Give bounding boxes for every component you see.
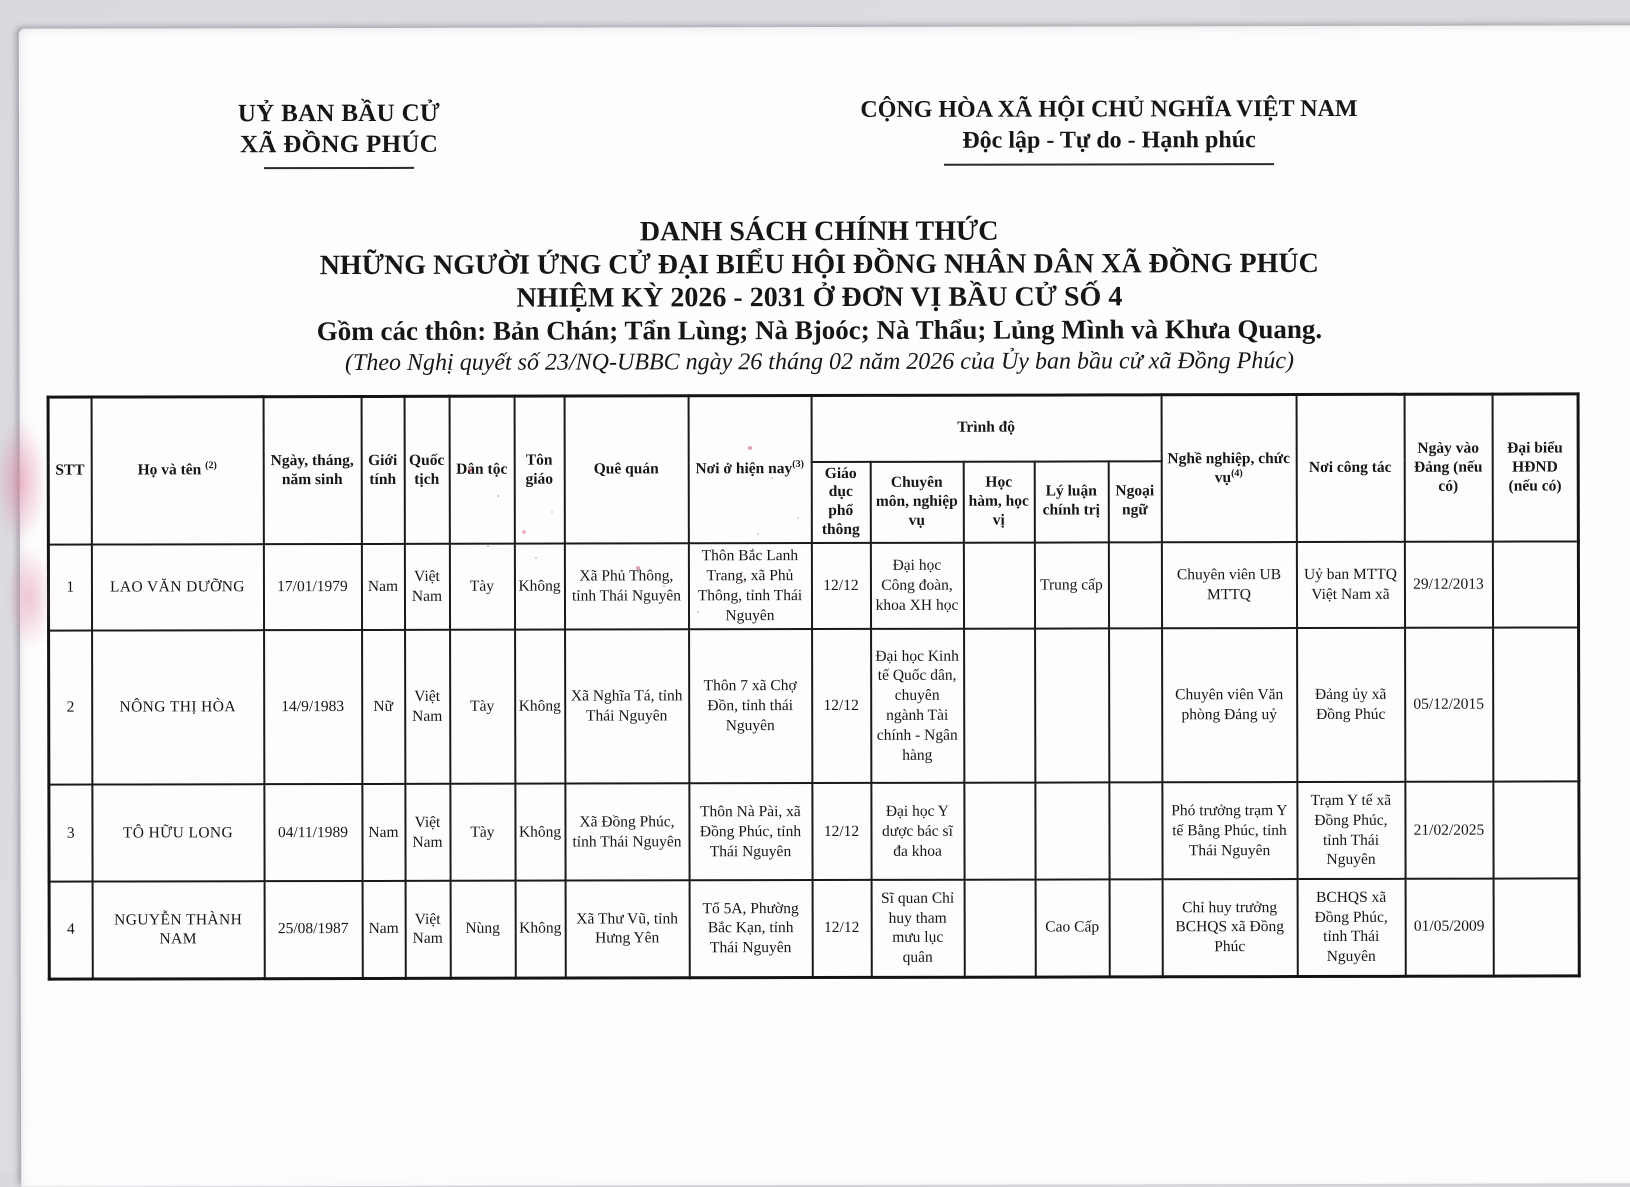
- cell-religion: Không: [515, 630, 565, 784]
- cell-workplace: BCHQS xã Đồng Phúc, tỉnh Thái Nguyên: [1297, 879, 1405, 976]
- cell-political: Trung cấp: [1034, 543, 1108, 629]
- table-row: [48, 542, 1578, 631]
- issuer-line1: UỶ BAN BẦU CỬ: [237, 99, 441, 128]
- cell-hometown: Xã Thư Vũ, tỉnh Hưng Yên: [565, 880, 689, 977]
- cell-occupation: Chỉ huy trưởng BCHQS xã Đồng Phúc: [1162, 879, 1297, 976]
- cell-language: [1108, 542, 1161, 628]
- cell-occupation: Chuyên viên UB MTTQ: [1161, 542, 1296, 628]
- cell-dob: 17/01/1979: [263, 544, 361, 630]
- cell-professional: Sĩ quan Chỉ huy tham mưu lục quân: [871, 880, 964, 977]
- col-header-residence-text: Nơi ở hiện nay: [695, 460, 793, 478]
- col-header-party-date: Ngày vào Đảng (nếu có): [1404, 394, 1492, 542]
- cell-residence: Thôn 7 xã Chợ Đồn, tỉnh thái Nguyên: [689, 629, 812, 783]
- cell-residence: Thôn Bắc Lanh Trang, xã Phủ Thông, tỉnh Thái Nguyên: [688, 543, 811, 629]
- col-header-workplace: Nơi công tác: [1296, 394, 1404, 542]
- cell-professional: Đại học Kinh tế Quốc dân, chuyên ngành Tài chính - Ngân hàng: [871, 629, 964, 783]
- cell-gender: Nam: [361, 544, 404, 630]
- cell-nationality: Việt Nam: [405, 881, 450, 978]
- col-header-academic: Học hàm, học vị: [963, 461, 1034, 543]
- col-header-hometown: Quê quán: [564, 396, 688, 544]
- table-row: [49, 879, 1579, 979]
- issuer-line2: XÃ ĐỒNG PHÚC: [239, 130, 439, 159]
- cell-name: NGUYỄN THÀNH NAM: [92, 881, 264, 978]
- cell-residence: Tổ 5A, Phường Bắc Kạn, tỉnh Thái Nguyên: [689, 880, 812, 977]
- title-line3: NHIỆM KỲ 2026 - 2031 Ở ĐƠN VỊ BẦU CỬ SỐ 4: [516, 281, 1123, 314]
- cell-ethnicity: Nùng: [450, 881, 515, 978]
- cell-academic: [963, 543, 1034, 629]
- cell-dob: 04/11/1989: [264, 784, 362, 881]
- table-row: [49, 782, 1579, 882]
- cell-language: [1109, 628, 1162, 782]
- cell-hometown: Xã Đồng Phúc, tỉnh Thái Nguyên: [565, 783, 689, 880]
- col-header-professional: Chuyên môn, nghiệp vụ: [870, 461, 963, 543]
- cell-party-date: 05/12/2015: [1405, 628, 1493, 782]
- col-header-name-text: Họ và tên: [137, 461, 202, 479]
- col-header-religion: Tôn giáo: [514, 396, 564, 544]
- col-header-council: Đại biểu HĐND (nếu có): [1492, 394, 1578, 542]
- col-header-occupation: [1161, 395, 1296, 543]
- cell-education: 12/12: [812, 629, 871, 783]
- cell-ethnicity: Tày: [449, 544, 514, 630]
- cell-political: Cao Cấp: [1035, 880, 1109, 977]
- col-header-dob: Ngày, tháng, năm sinh: [263, 396, 361, 544]
- cell-party-date: 01/05/2009: [1405, 879, 1493, 976]
- col-header-name-footnote: (2): [205, 460, 217, 472]
- cell-council: [1492, 542, 1578, 628]
- cell-stt: 3: [49, 785, 92, 882]
- republic-line: CỘNG HÒA XÃ HỘI CHỦ NGHĨA VIỆT NAM: [860, 95, 1358, 123]
- title-line5: (Theo Nghị quyết số 23/NQ-UBBC ngày 26 tháng 02 năm 2026 của Ủy ban bầu cử xã Đồng Phúc): [344, 348, 1294, 377]
- col-header-gender: Giới tính: [361, 396, 404, 544]
- cell-political: [1035, 783, 1109, 880]
- cell-education: 12/12: [812, 880, 871, 977]
- motto-underline: [944, 163, 1274, 166]
- col-header-language: Ngoại ngữ: [1108, 461, 1161, 543]
- cell-academic: [964, 880, 1035, 977]
- col-header-stt: STT: [48, 397, 91, 545]
- cell-name: TÔ HỮU LONG: [92, 784, 264, 881]
- col-header-occupation-text: Nghề nghiệp, chức vụ: [1167, 449, 1290, 486]
- cell-language: [1109, 879, 1162, 976]
- cell-gender: Nam: [362, 881, 405, 978]
- cell-hometown: Xã Phủ Thông, tỉnh Thái Nguyên: [564, 543, 688, 629]
- col-header-name: [91, 397, 263, 545]
- cell-ethnicity: Tày: [450, 784, 515, 881]
- cell-gender: Nam: [362, 784, 405, 881]
- col-header-occupation-footnote: (4): [1231, 467, 1243, 479]
- cell-stt: 4: [49, 882, 92, 979]
- cell-political: [1035, 629, 1109, 783]
- issuer-block: [169, 98, 509, 170]
- col-header-residence-footnote: (3): [792, 459, 804, 471]
- cell-occupation: Phó trưởng trạm Y tế Bằng Phúc, tỉnh Thái Nguyên: [1162, 782, 1297, 879]
- cell-academic: [964, 783, 1035, 880]
- cell-nationality: Việt Nam: [405, 784, 450, 881]
- cell-dob: 25/08/1987: [264, 881, 362, 978]
- motto-line: Độc lập - Tự do - Hạnh phúc: [962, 127, 1256, 154]
- cell-council: [1493, 782, 1579, 879]
- col-header-residence: [688, 396, 811, 544]
- national-motto-block: [799, 94, 1419, 166]
- table-row: [49, 628, 1579, 785]
- candidate-table: [47, 392, 1581, 980]
- col-header-nationality: Quốc tịch: [404, 396, 449, 544]
- document-page: [19, 25, 1630, 1186]
- cell-workplace: Trạm Y tế xã Đồng Phúc, tỉnh Thái Nguyên: [1297, 782, 1405, 879]
- cell-religion: Không: [515, 784, 565, 881]
- cell-stt: 2: [49, 631, 92, 785]
- cell-religion: Không: [515, 881, 565, 978]
- cell-workplace: Đảng ủy xã Đồng Phúc: [1297, 628, 1405, 782]
- cell-hometown: Xã Nghĩa Tá, tỉnh Thái Nguyên: [565, 629, 689, 783]
- cell-nationality: Việt Nam: [405, 630, 450, 784]
- cell-occupation: Chuyên viên Văn phòng Đảng uỷ: [1162, 628, 1297, 782]
- cell-stt: 1: [48, 545, 91, 631]
- cell-language: [1109, 782, 1162, 879]
- cell-academic: [964, 629, 1035, 783]
- document-title: [39, 213, 1599, 379]
- cell-council: [1493, 879, 1579, 976]
- col-header-education: Giáo dục phổ thông: [811, 461, 870, 543]
- cell-professional: Đại học Công đoàn, khoa XH học: [870, 543, 963, 629]
- title-line4: Gồm các thôn: Bản Chán; Tẩn Lùng; Nà Bjoóc; Nà Thẩu; Lủng Mình và Khưa Quang.: [316, 313, 1323, 347]
- issuer-underline: [264, 167, 414, 169]
- cell-workplace: Uỷ ban MTTQ Việt Nam xã: [1296, 542, 1404, 628]
- cell-nationality: Việt Nam: [404, 544, 449, 630]
- cell-education: 12/12: [811, 543, 870, 629]
- cell-name: NÔNG THỊ HÒA: [92, 630, 264, 784]
- cell-party-date: 21/02/2025: [1405, 782, 1493, 879]
- title-line2: NHỮNG NGƯỜI ỨNG CỬ ĐẠI BIỂU HỘI ĐỒNG NHÂN DÂN XÃ ĐỒNG PHÚC: [319, 247, 1319, 282]
- col-header-ethnicity: Dân tộc: [449, 396, 514, 544]
- col-header-qualification-group: Trình độ: [811, 395, 1161, 462]
- cell-religion: Không: [514, 544, 564, 630]
- title-line1: DANH SÁCH CHÍNH THỨC: [639, 215, 999, 248]
- cell-council: [1493, 628, 1579, 782]
- cell-residence: Thôn Nà Pài, xã Đồng Phúc, tỉnh Thái Nguyên: [689, 783, 812, 880]
- cell-dob: 14/9/1983: [264, 630, 362, 784]
- col-header-political: Lý luận chính trị: [1034, 461, 1108, 543]
- cell-name: LAO VĂN DƯỠNG: [91, 544, 263, 630]
- cell-party-date: 29/12/2013: [1404, 542, 1492, 628]
- cell-professional: Đại học Y dược bác sĩ đa khoa: [871, 783, 964, 880]
- cell-education: 12/12: [812, 783, 871, 880]
- cell-ethnicity: Tày: [450, 630, 515, 784]
- cell-gender: Nữ: [362, 630, 405, 784]
